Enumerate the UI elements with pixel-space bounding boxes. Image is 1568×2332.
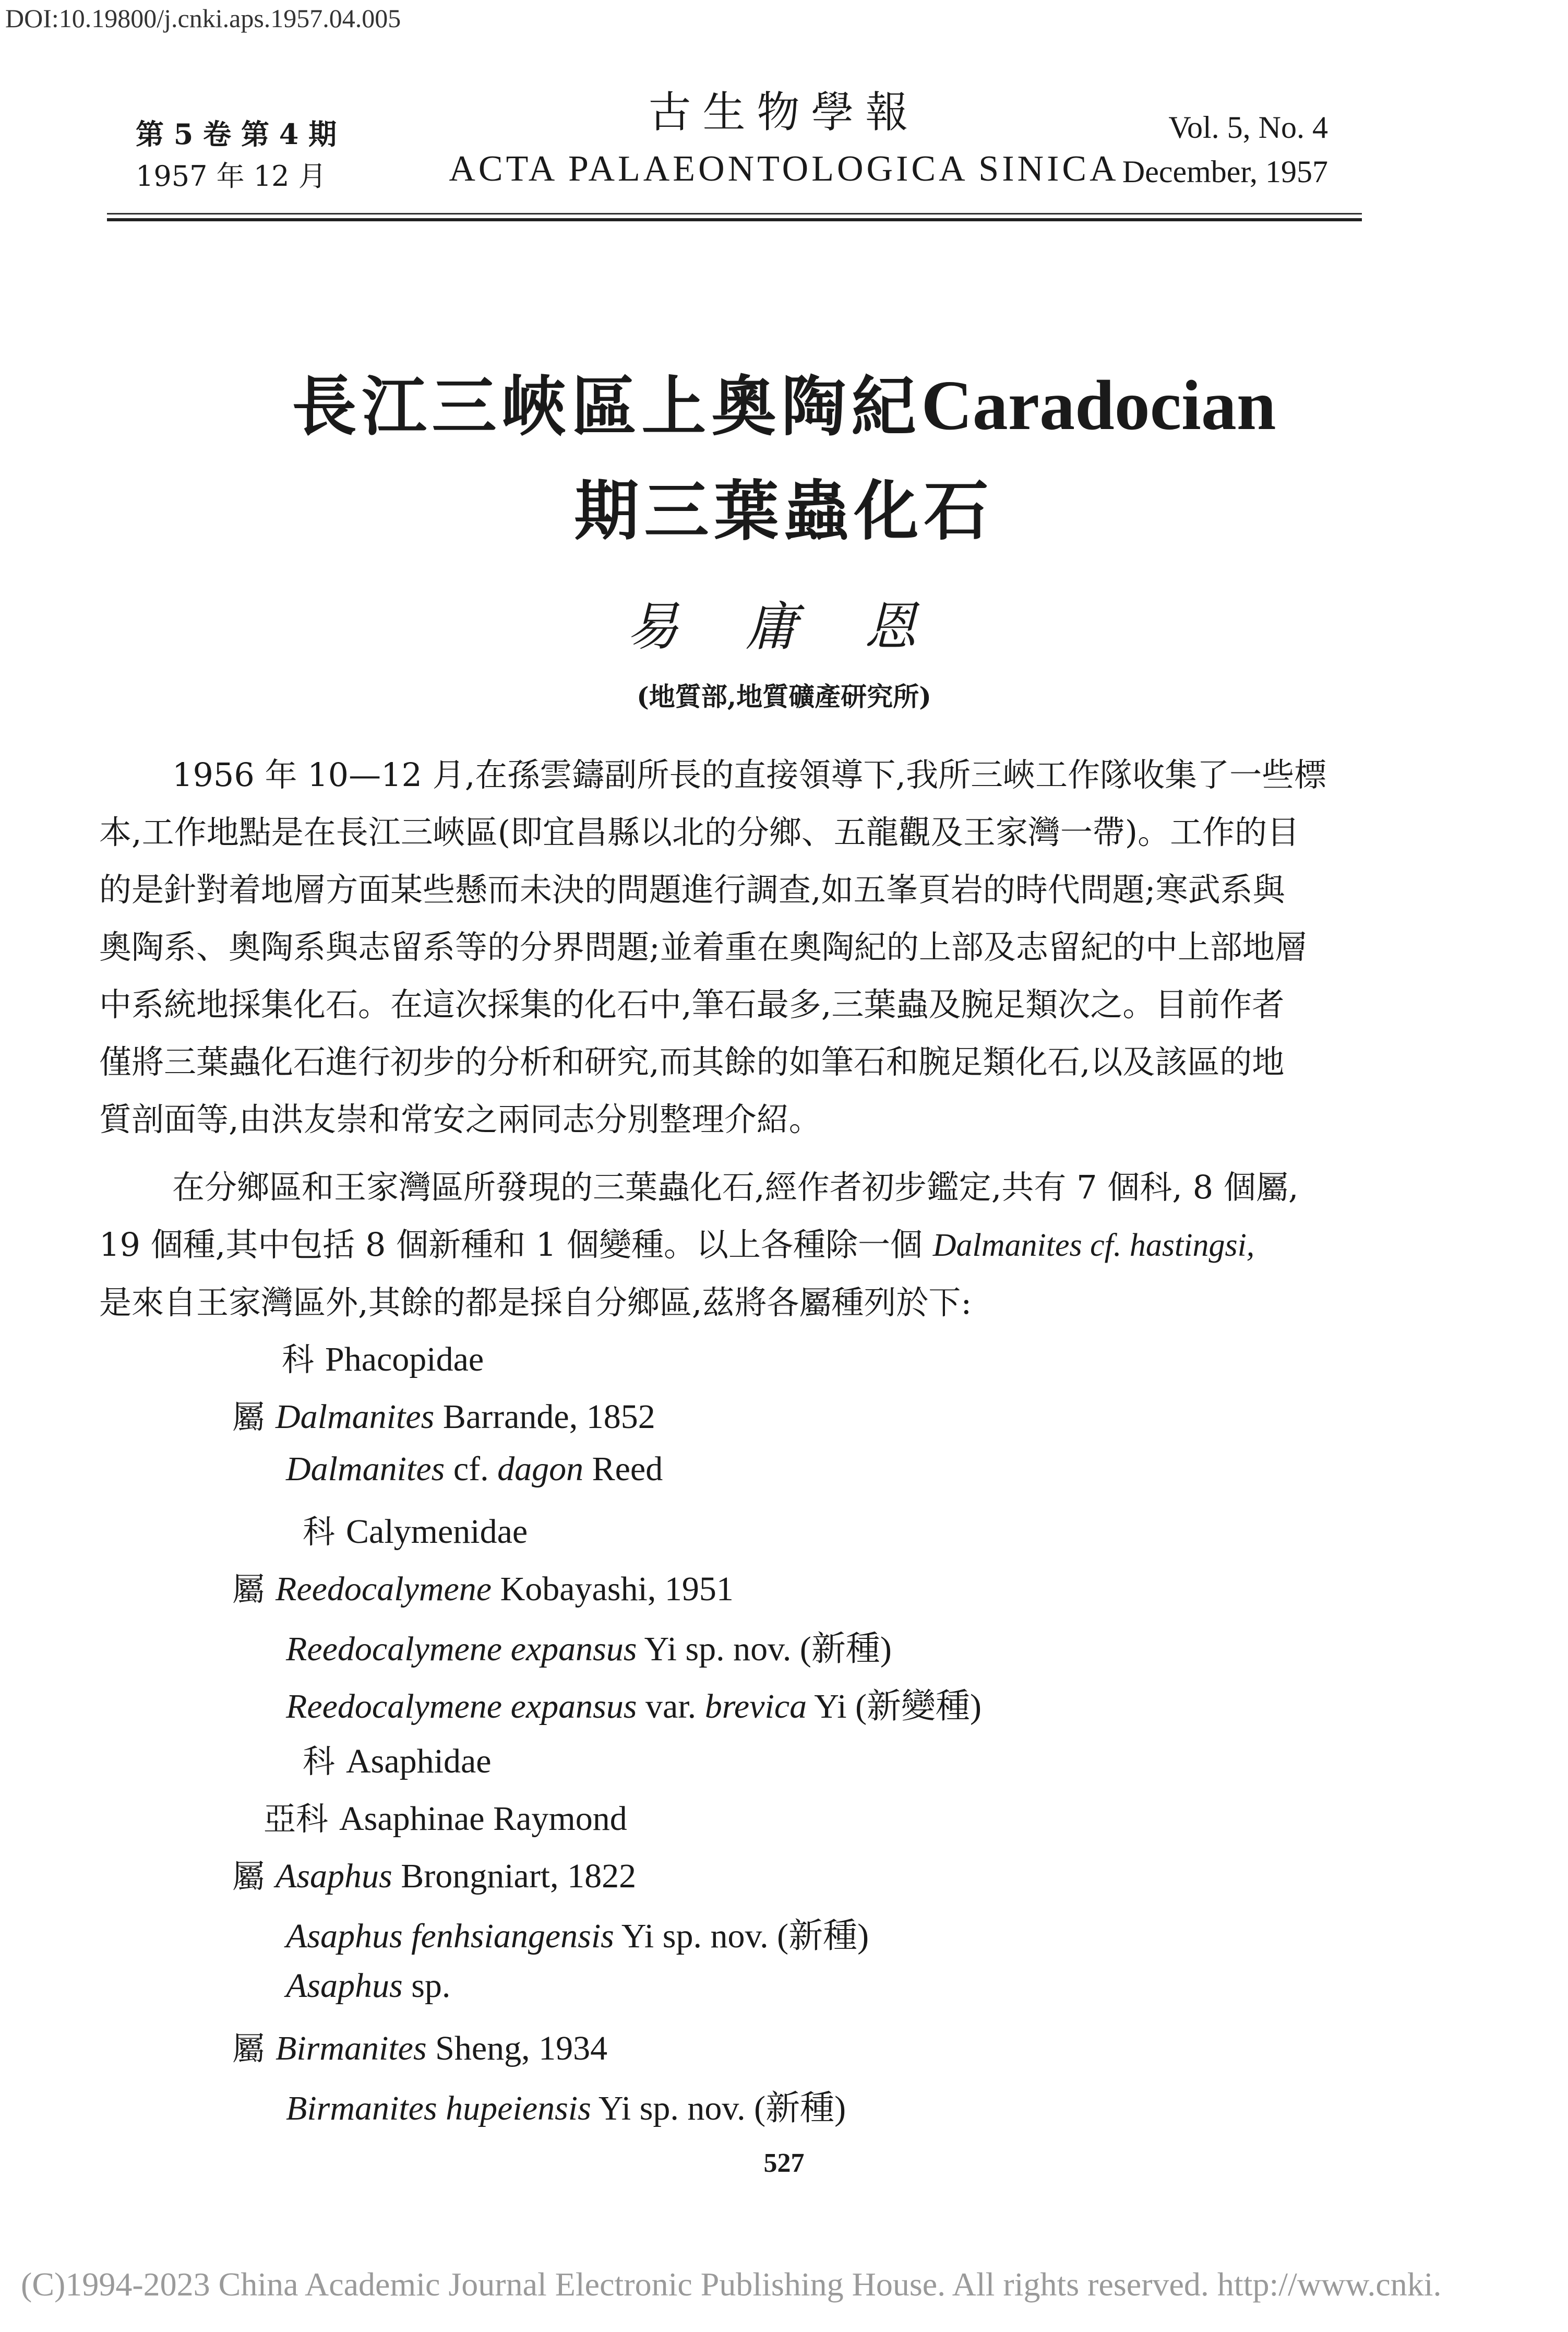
- genus-author: Brongniart, 1822: [392, 1857, 637, 1895]
- issue-date-en: December, 1957: [1122, 154, 1328, 189]
- para2-line2-text: 19 個種,其中包括 8 個新種和 1 個變種。以上各種除一個: [99, 1226, 933, 1264]
- genus-name: Birmanites: [276, 2029, 427, 2067]
- genus-name: Reedocalymene: [276, 1570, 492, 1608]
- para1-line: 的是針對着地層方面某些懸而未決的問題進行調查,如五峯頁岩的時代問題;寒武系與: [99, 871, 1285, 909]
- header-rule-thick: [107, 218, 1362, 221]
- species-name: Reedocalymene expansus: [286, 1687, 637, 1726]
- species-qualifier: cf.: [445, 1450, 498, 1488]
- para1-line: 僅將三葉蟲化石進行初步的分析和研究,而其餘的如筆石和腕足類化石,以及該區的地: [99, 1043, 1285, 1081]
- header-rule-thin: [107, 213, 1362, 215]
- rank-label: 屬: [232, 1570, 265, 1608]
- rank-label: 亞科: [264, 1800, 329, 1838]
- title-latin-part: Caradocian: [921, 366, 1276, 445]
- genus-name: Asaphus: [276, 1857, 392, 1895]
- rank-label: 科: [303, 1513, 336, 1551]
- rank-label: 屬: [232, 1398, 265, 1436]
- taxon-genus: [232, 1391, 655, 1437]
- rank-label: 科: [282, 1340, 315, 1378]
- taxon-genus: [232, 1563, 734, 1610]
- species-suffix: sp.: [402, 1967, 451, 2005]
- para1-line: 1956 年 10—12 月,在孫雲鑄副所長的直接領導下,我所三峽工作隊收集了一些標: [172, 756, 1327, 794]
- taxon-family: [282, 1334, 484, 1380]
- species-name: Asaphus: [286, 1967, 403, 2005]
- para1-line: 中系統地採集化石。在這次採集的化石中,筆石最多,三葉蟲及腕足類次之。目前作者: [99, 985, 1285, 1024]
- family-name: Phacopidae: [325, 1340, 484, 1378]
- species-name: Birmanites hupeiensis: [286, 2089, 591, 2127]
- variety-label: var.: [637, 1687, 705, 1726]
- issue-volume-en: Vol. 5, No. 4: [1168, 110, 1328, 145]
- species-author: Reed: [583, 1450, 663, 1488]
- species-author: Yi sp. nov. (新種): [637, 1630, 892, 1668]
- rank-label: 科: [303, 1742, 336, 1780]
- article-title-line2: 期三葉蟲化石: [574, 473, 994, 549]
- genus-name: Dalmanites: [276, 1398, 435, 1436]
- taxon-variety: [286, 1678, 982, 1728]
- author-name: 易 庸 恩: [626, 596, 942, 657]
- family-name: Calymenidae: [346, 1513, 528, 1551]
- journal-title-cn: 古生物學報: [648, 88, 920, 137]
- genus-author: Barrande, 1852: [434, 1398, 655, 1436]
- author-affiliation: (地質部,地質礦產研究所): [637, 681, 931, 712]
- rank-label: 屬: [232, 2029, 265, 2067]
- species-name: Asaphus fenhsiangensis: [286, 1917, 614, 1955]
- journal-title-en: ACTA PALAEONTOLOGICA SINICA: [449, 149, 1119, 189]
- para1-line: 質剖面等,由洪友崇和常安之兩同志分別整理介紹。: [99, 1100, 821, 1138]
- variety-name: brevica: [704, 1687, 807, 1726]
- page-number: 527: [763, 2148, 805, 2178]
- taxon-species: [286, 1448, 663, 1489]
- taxon-species: [286, 1908, 869, 1957]
- species-name: Reedocalymene expansus: [286, 1630, 637, 1668]
- paragraph-intro: [99, 746, 1362, 1148]
- taxon-species: [286, 2080, 846, 2129]
- article-title-line1: [0, 355, 1568, 448]
- taxon-subfamily: [264, 1793, 627, 1839]
- taxon-genus: [232, 1850, 636, 1897]
- genus-author: Kobayashi, 1951: [492, 1570, 734, 1608]
- genus-author: Sheng, 1934: [426, 2029, 608, 2067]
- taxon-species: [286, 1965, 450, 2006]
- doi-line: DOI:10.19800/j.cnki.aps.1957.04.005: [5, 4, 401, 33]
- para2-line: 在分鄉區和王家灣區所發現的三葉蟲化石,經作者初步鑑定,共有 7 個科, 8 個屬,: [172, 1168, 1299, 1206]
- issue-volume-cn: 第 5 卷 第 4 期: [136, 117, 337, 151]
- paragraph-taxa-summary: [99, 1159, 1362, 1331]
- taxon-genus: [232, 2022, 607, 2069]
- species-italic: Dalmanites cf. hastingsi,: [932, 1228, 1255, 1263]
- issue-date-cn: 1957 年 12 月: [136, 160, 327, 193]
- species-author: Yi (新變種): [807, 1687, 982, 1726]
- species-author: Yi sp. nov. (新種): [591, 2089, 846, 2127]
- taxon-species: [286, 1621, 892, 1670]
- species-epithet: dagon: [497, 1450, 584, 1488]
- taxon-family: [303, 1506, 528, 1552]
- rank-label: 屬: [232, 1857, 265, 1895]
- para2-line: 是來自王家灣區外,其餘的都是採自分鄉區,茲將各屬種列於下:: [99, 1283, 972, 1322]
- para1-line: 奧陶系、奧陶系與志留系等的分界問題;並着重在奧陶紀的上部及志留紀的中上部地層: [99, 928, 1307, 966]
- para2-line: [99, 1216, 1362, 1274]
- copyright-footer: (C)1994-2023 China Academic Journal Electronic Publishing House. All rights reserved. http://www.cnki.: [21, 2266, 1442, 2303]
- para1-line: 本,工作地點是在長江三峽區(即宜昌縣以北的分鄉、五龍觀及王家灣一帶)。工作的目: [99, 813, 1300, 851]
- family-name: Asaphidae: [346, 1742, 492, 1780]
- taxon-family: [303, 1735, 492, 1782]
- title-cn-part: 長江三峽區上奧陶紀: [292, 369, 921, 445]
- species-genus: Dalmanites: [286, 1450, 445, 1488]
- species-author: Yi sp. nov. (新種): [614, 1917, 869, 1955]
- subfamily-name: Asaphinae Raymond: [339, 1800, 627, 1838]
